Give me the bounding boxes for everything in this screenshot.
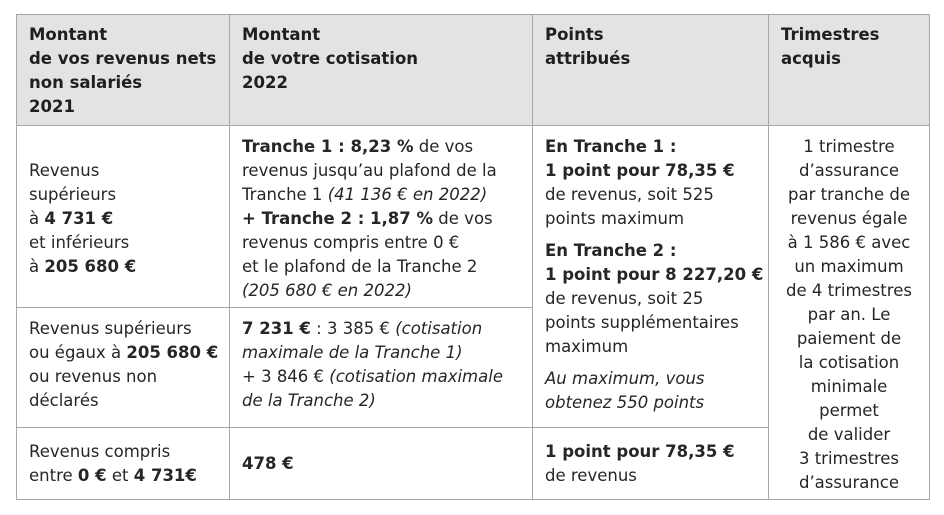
row2-contribution: 7 231 € : 3 385 € (cotisation maximale de la Tranche 1) + 3 846 € (cotisation maximale de la Tranche 2)	[230, 308, 533, 428]
row3-contribution: 478 €	[230, 428, 533, 500]
header-quarters: Trimestres acquis	[769, 15, 930, 126]
table-row	[17, 126, 930, 308]
row3-points: 1 point pour 78,35 € de revenus	[533, 428, 769, 500]
points-merged: En Tranche 1 : 1 point pour 78,35 € de revenus, soit 525 points maximum En Tranche 2 : 1 point pour 8 227,20 € de revenus, soit 25 points supplémentaires maximum Au maximum, vous obtenez 550 points	[533, 126, 769, 428]
header-contribution: Montant de votre cotisation 2022	[230, 15, 533, 126]
row1-contribution: Tranche 1 : 8,23 % de vos revenus jusqu’au plafond de la Tranche 1 (41 136 € en 2022) + Tranche 2 : 1,87 % de vos revenus compris entre 0 € et le plafond de la Tranche 2 (205 680 € en 2022)	[230, 126, 533, 308]
header-row	[17, 15, 930, 126]
contribution-table	[16, 14, 930, 500]
row2-income: Revenus supérieurs ou égaux à 205 680 € ou revenus non déclarés	[17, 308, 230, 428]
row3-income: Revenus compris entre 0 € et 4 731€	[17, 428, 230, 500]
header-income: Montant de vos revenus nets non salariés 2021	[17, 15, 230, 126]
quarters-merged: 1 trimestre d’assurance par tranche de revenus égale à 1 586 € avec un maximum de 4 trimestres par an. Le paiement de la cotisation minimale permet de valider 3 trimestres d’assurance	[769, 126, 930, 500]
row1-income: Revenus supérieurs à 4 731 € et inférieurs à 205 680 €	[17, 126, 230, 308]
header-points: Points attribués	[533, 15, 769, 126]
